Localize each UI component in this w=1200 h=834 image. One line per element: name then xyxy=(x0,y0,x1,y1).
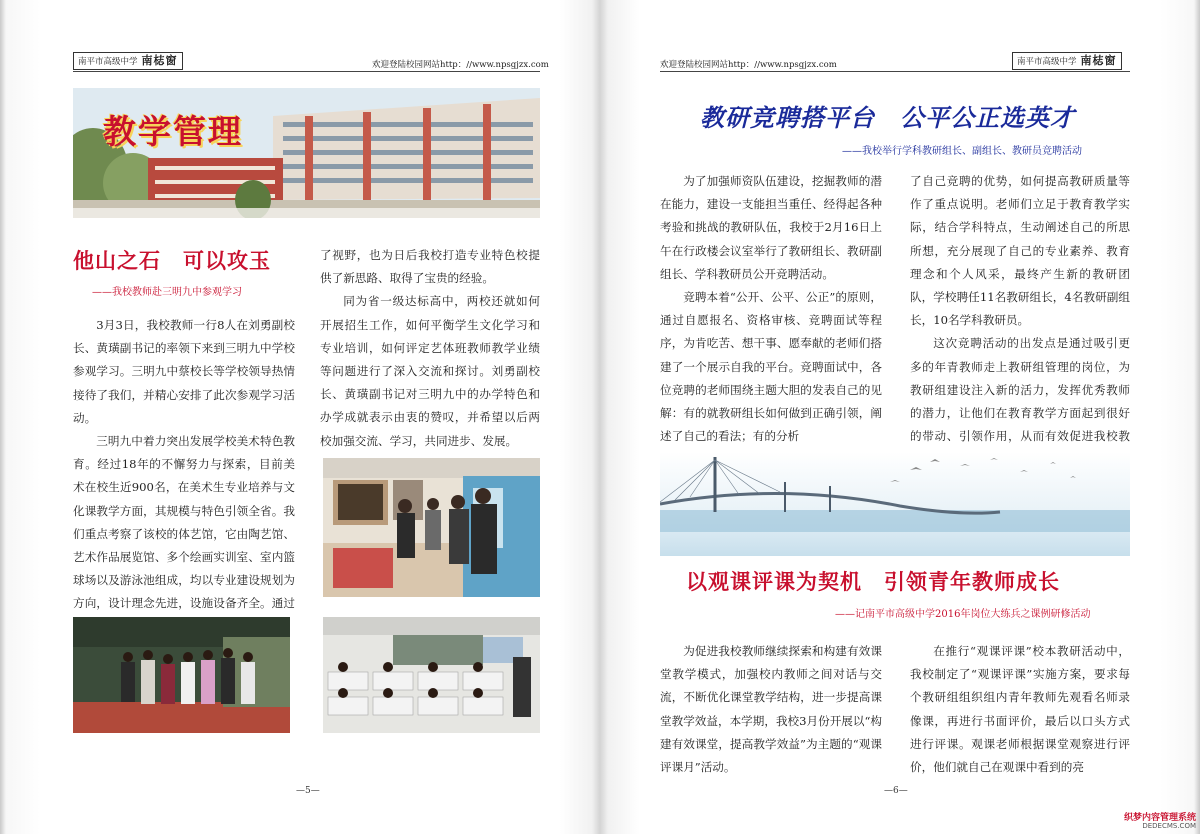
left-header-rule xyxy=(73,71,540,72)
page-number-left: —5— xyxy=(296,786,320,796)
photo-group xyxy=(73,617,290,733)
photo-classroom xyxy=(323,617,540,733)
paragraph: 这次竞聘活动的出发点是通过吸引更多的年青教师走上教研组管理的岗位，为教研组建设注入新的活力，发挥优秀教师的潜力，让他们在教育教学方面起到很好的带动、引领作用，从而有效促进我校教 xyxy=(910,336,1130,444)
article-title-left: 他山之石 可以攻玉 xyxy=(73,249,271,273)
header-school: 南平市高级中学 xyxy=(1017,57,1077,67)
paragraph: 同为省一级达标高中，两校还就如何开展招生工作，如何平衡学生文化学习和专业培训，如何评定艺体班教师教学业绩等问题进行了深入交流和探讨。刘勇副校长、黄璜副书记对三明九中的办学特色和办学成就表示由衷的赞叹，并希望以后两校加强交流、学习，共同进步、发展。 xyxy=(320,294,540,448)
right-article2-col-1 xyxy=(660,640,882,779)
paragraph: 为了加强师资队伍建设，挖掘教师的潜在能力，建设一支能担当重任、经得起各种考验和挑战的教研队伍，我校于2月16日上午在行政楼会议室举行了教研组长、教研副组长、学科教研员公开竞聘活动。 xyxy=(660,174,882,281)
right-header-badge xyxy=(1012,52,1122,70)
header-brand: 南梽窗 xyxy=(141,54,178,67)
page-number-right: —6— xyxy=(884,786,908,796)
left-header-badge xyxy=(73,52,183,70)
photo-visit-hall xyxy=(323,458,540,597)
left-page xyxy=(0,0,598,834)
banner-title: 教学管理 xyxy=(103,112,243,151)
bridge-divider-image xyxy=(660,452,1130,556)
banner-image xyxy=(73,88,540,218)
paragraph: 3月3日，我校教师一行8人在刘勇副校长、黄璜副书记的率领下来到三明九中学校参观学习。三明九中蔡校长等学校领导热情接待了我们，并精心安排了此次参观学习活动。 xyxy=(73,318,295,425)
right-article1-col-2 xyxy=(910,170,1130,472)
watermark xyxy=(1124,814,1196,830)
article-subtitle-left: ——我校教师赴三明九中参观学习 xyxy=(92,287,242,298)
right-header-website: 欢迎登陆校园网站http：//www.npsgjzx.com xyxy=(660,60,837,70)
paragraph: 在推行“观课评课”校本教研活动中，我校制定了“观课评课”实施方案，要求每个教研组组织组内青年教师先观看名师录像课，再进行书面评价，最后以口头方式进行评课。观课老师根据课堂观察进行评价，他们就自己在观课中看到的亮 xyxy=(910,644,1130,775)
paragraph: 了视野，也为日后我校打造专业特色校提供了新思路、取得了宝贵的经验。 xyxy=(320,248,540,286)
paragraph: 为促进我校教师继续探索和构建有效课堂教学模式，加强校内教师之间对话与交流，不断优化课堂教学结构，进一步提高课堂教学效益，本学期，我校3月份开展以“构建有效课堂，提高教学效益”为主题的“观课评课月”活动。 xyxy=(660,644,882,775)
paragraph: 三明九中着力突出发展学校美术特色教育。经过18年的不懈努力与探索，目前美术在校生近900名，在美术生专业培养与文化课教学方面，其规模与特色引领全省。我们重点考察了该校的体艺馆，它由陶艺馆、艺术作品展览馆、多个绘画实训室、室内篮球场以及游泳池组成，均以专业建设规划为方向，设计理念先进，设施设备齐全。通过 xyxy=(73,434,295,611)
watermark-line1: 织梦内容管理系统 xyxy=(1123,813,1196,823)
article1-subtitle: ——我校举行学科教研组长、副组长、教研员竞聘活动 xyxy=(842,146,1082,157)
header-school: 南平市高级中学 xyxy=(78,57,138,67)
article2-subtitle: ——记南平市高级中学2016年岗位大练兵之课例研修活动 xyxy=(835,609,1091,620)
right-article2-col-2 xyxy=(910,640,1130,779)
classroom-illustration xyxy=(323,617,540,733)
bridge-illustration xyxy=(660,452,1130,556)
group-photo-illustration xyxy=(73,617,290,733)
left-header-website: 欢迎登陆校园网站http：//www.npsgjzx.com xyxy=(372,60,549,70)
visit-hall-illustration xyxy=(323,458,540,597)
right-header-rule xyxy=(660,71,1130,72)
left-col-1 xyxy=(73,314,295,639)
right-article1-col-1 xyxy=(660,170,882,448)
watermark-line2: DEDECMS.COM xyxy=(1142,822,1196,830)
article1-title: 教研竞聘搭平台 公平公正选英才 xyxy=(700,103,1075,132)
paragraph: 竞聘本着“公开、公平、公正”的原则，通过自愿报名、资格审核、竞聘面试等程序，为肯吃苦、想干事、愿奉献的老师们搭建了一个展示自我的平台。竞聘面试中，各位竞聘的老师围绕主题大胆的发表自己的见解：有的就教研组长如何做到正确引领，阐述了自己的看法；有的分析 xyxy=(660,290,882,444)
right-page xyxy=(602,0,1200,834)
header-brand: 南梽窗 xyxy=(1080,54,1117,67)
paragraph: 了自己竞聘的优势，如何提高教研质量等作了重点说明。老师们立足于教育教学实际，结合学科特点，生动阐述自己的所思所想，充分展现了自己的专业素养、教育理念和个人风采，最终产生新的教研团队，学校聘任11名教研组长，4名教研副组长，10名学科教研员。 xyxy=(910,174,1130,328)
left-col-2 xyxy=(320,244,540,453)
article2-title: 以观课评课为契机 引领青年教师成长 xyxy=(686,570,1060,594)
